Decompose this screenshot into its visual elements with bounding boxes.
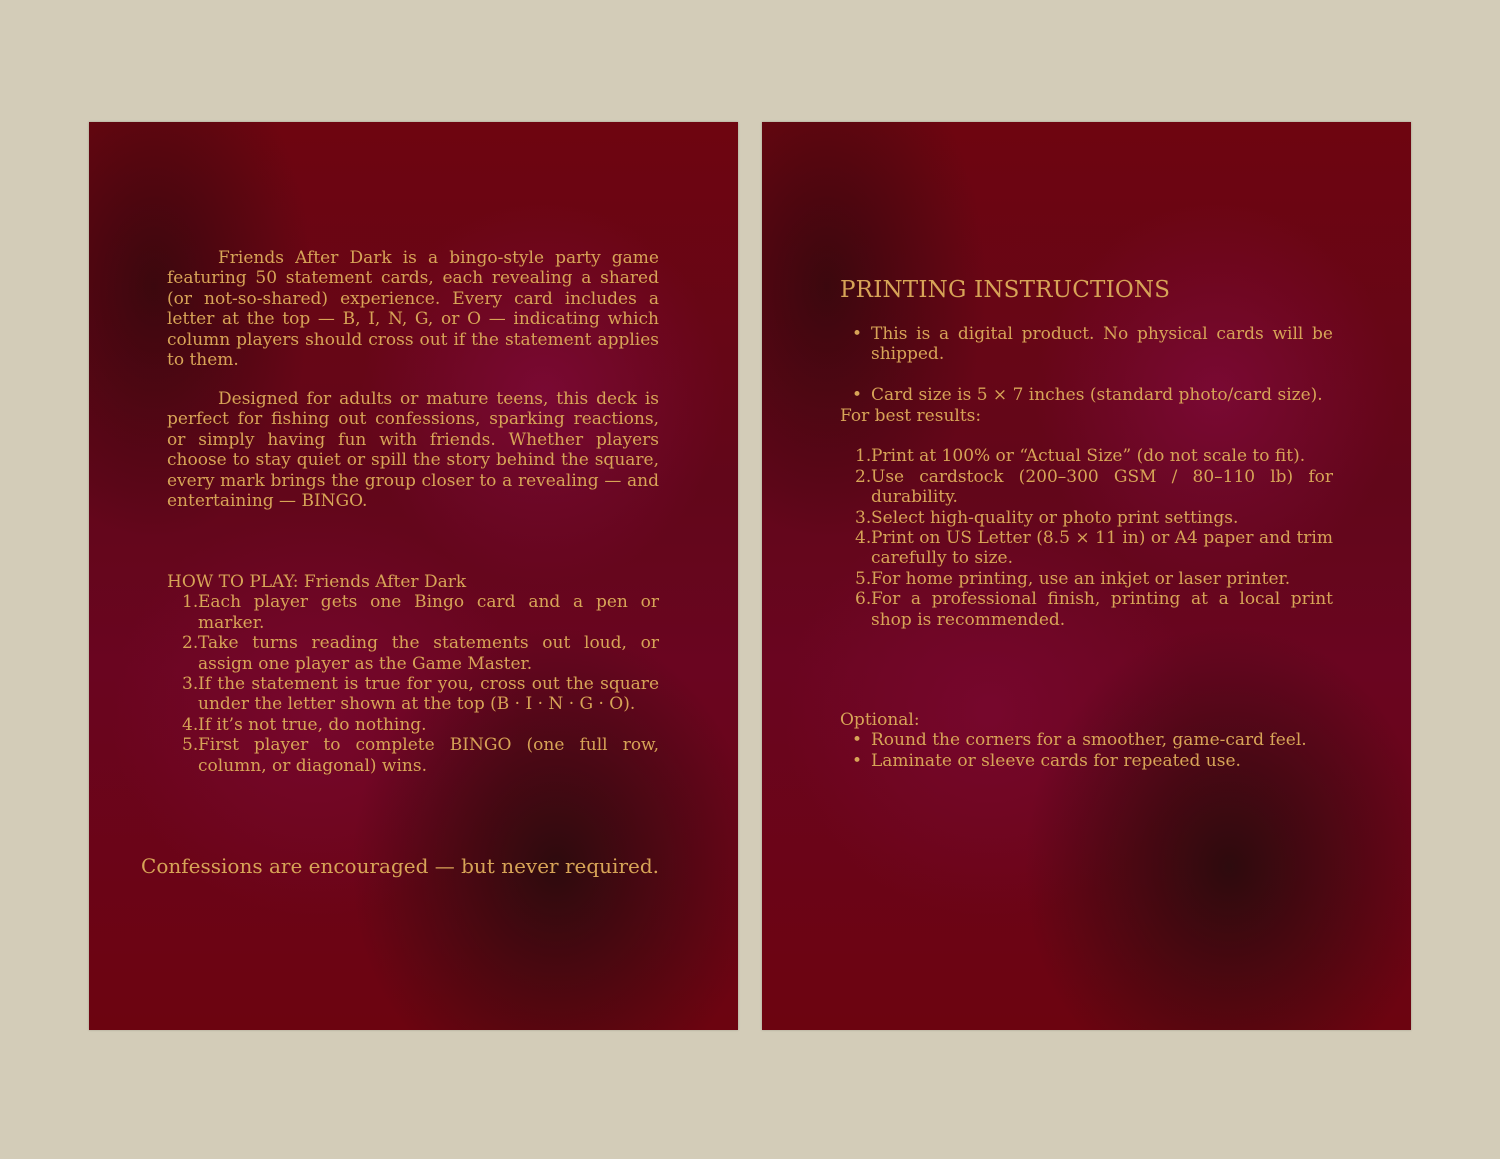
printing-card xyxy=(762,122,1411,1030)
list-item xyxy=(840,730,1333,750)
audience-paragraph xyxy=(167,389,659,511)
bullet-icon: • xyxy=(852,730,863,751)
list-item xyxy=(840,569,1333,589)
list-item xyxy=(840,467,1333,508)
step-text: Use cardstock (200–300 GSM / 80–110 lb) for durability. xyxy=(871,466,1333,508)
intro-text: Friends After Dark is a bingo-style party game featuring 50 statement cards, each revealing a shared (or not-so-shared) experience. Every card includes a letter at the top — B, I, N, G, or O — indicating which column players should cross out if the statement applies to them. xyxy=(167,248,659,371)
list-item xyxy=(840,324,1333,365)
bullet-text: Laminate or sleeve cards for repeated use. xyxy=(871,750,1241,771)
tagline: Confessions are encouraged — but never required. xyxy=(141,854,659,878)
optional-bullets xyxy=(840,730,1333,771)
list-item xyxy=(840,508,1333,528)
list-item xyxy=(167,633,659,674)
step-number: 2. xyxy=(182,633,199,654)
list-item xyxy=(167,715,659,735)
bullet-text: Round the corners for a smoother, game-card feel. xyxy=(871,730,1307,751)
bullet-icon: • xyxy=(852,385,863,406)
step-text: Print on US Letter (8.5 × 11 in) or A4 paper and trim carefully to size. xyxy=(871,528,1333,569)
printing-bullets xyxy=(840,385,1333,405)
printing-body xyxy=(840,324,1333,630)
printing-steps xyxy=(840,446,1333,630)
step-number: 1. xyxy=(855,446,872,467)
step-number: 4. xyxy=(182,714,199,735)
list-item xyxy=(167,674,659,715)
intro-paragraph xyxy=(167,248,659,370)
step-text: Print at 100% or “Actual Size” (do not scale to fit). xyxy=(871,446,1306,467)
step-number: 5. xyxy=(182,735,199,756)
audience-text: Designed for adults or mature teens, this deck is perfect for fishing out confessions, sparking reactions, or simply having fun with friends. Whether players choose to stay quiet or spill the story behind the square, every mark brings the group closer to a revealing — and entertaining — BINGO. xyxy=(167,389,659,512)
list-item xyxy=(840,589,1333,630)
list-item xyxy=(167,735,659,776)
optional-label: Optional: xyxy=(840,710,920,730)
step-text: For home printing, use an inkjet or laser printer. xyxy=(871,568,1291,589)
printing-bullets xyxy=(840,324,1333,365)
bullet-text: Card size is 5 × 7 inches (standard photo/card size). xyxy=(871,385,1323,406)
step-number: 6. xyxy=(855,589,872,610)
how-to-play-section xyxy=(167,572,659,776)
step-number: 2. xyxy=(855,466,872,487)
list-item xyxy=(840,446,1333,466)
bullet-text: This is a digital product. No physical cards will be shipped. xyxy=(871,324,1333,365)
bullet-icon: • xyxy=(852,750,863,771)
step-text: Each player gets one Bingo card and a pen or marker. xyxy=(198,592,659,633)
optional-section xyxy=(840,710,1333,771)
printing-title: PRINTING INSTRUCTIONS xyxy=(840,277,1171,303)
rules-card xyxy=(89,122,738,1030)
step-text: First player to complete BINGO (one full row, column, or diagonal) wins. xyxy=(198,735,659,776)
list-item xyxy=(840,385,1333,405)
how-to-play-title: HOW TO PLAY: Friends After Dark xyxy=(167,572,467,592)
step-text: If it’s not true, do nothing. xyxy=(198,714,427,735)
step-text: If the statement is true for you, cross out the square under the letter shown at the top (B · I · N · G · O). xyxy=(198,674,659,715)
step-text: For a professional finish, printing at a local print shop is recommended. xyxy=(871,589,1333,630)
step-text: Take turns reading the statements out loud, or assign one player as the Game Master. xyxy=(198,633,659,674)
step-text: Select high-quality or photo print settings. xyxy=(871,507,1239,528)
bullet-icon: • xyxy=(852,324,863,344)
list-item xyxy=(840,751,1333,771)
step-number: 3. xyxy=(855,507,872,528)
list-item xyxy=(840,528,1333,569)
step-number: 3. xyxy=(182,674,199,695)
best-results-label: For best results: xyxy=(840,405,982,426)
step-number: 1. xyxy=(182,592,199,613)
step-number: 4. xyxy=(855,528,872,549)
list-item xyxy=(167,592,659,633)
step-number: 5. xyxy=(855,568,872,589)
how-to-play-steps xyxy=(167,592,659,776)
